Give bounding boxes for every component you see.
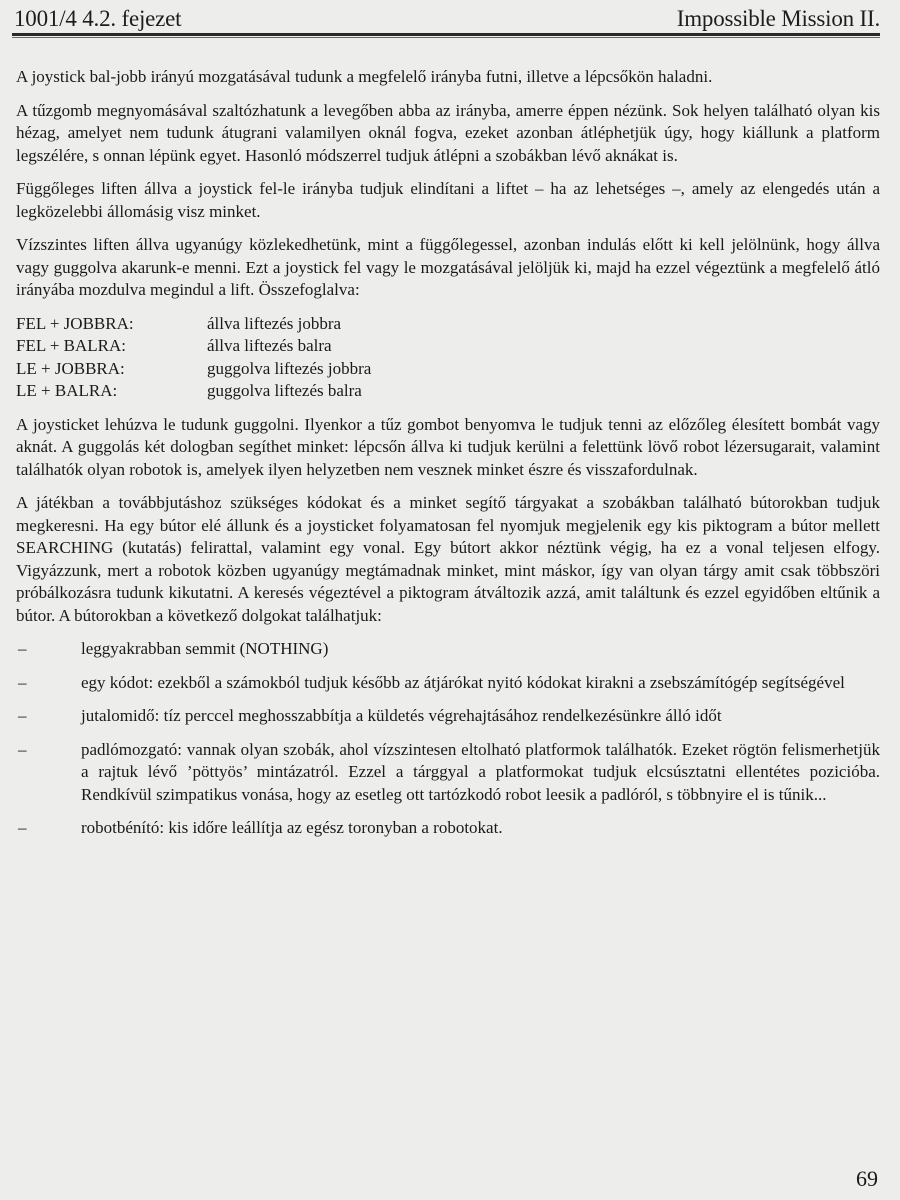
furniture-items-list	[16, 638, 880, 840]
list-item-text: robotbénító: kis időre leállítja az egész toronyban a robotokat.	[81, 818, 503, 837]
paragraph: Vízszintes liften állva ugyanúgy közlekedhetünk, mint a függőlegessel, azonban indulás előtt ki kell jelölnünk, hogy állva vagy guggolva akarunk-e menni. Ezt a joystick fel vagy le mozgatásával jelöljük ki, majd ha ezzel végeztünk a megfelelő átló irányába mozdulva megindul a lift. Összefoglalva:	[16, 235, 880, 299]
page-body	[16, 66, 880, 851]
running-header	[14, 4, 880, 32]
combination-row	[16, 335, 880, 358]
dash-bullet: –	[18, 672, 27, 692]
paragraph: A joysticket lehúzva le tudunk guggolni. Ilyenkor a tűz gombot benyomva le tudjuk tenni az előzőleg élesített bombát vagy aknát. A guggolás két dologban segíthet minket: lépcsőn állva ki tudjuk kerülni a felettünk lövő robot lézersugarait, valamint találhatók olyan robotok is, amelyek ilyen helyzetben nem vesznek minket észre és visszafordulnak.	[16, 414, 880, 479]
header-rule-thin	[12, 37, 880, 38]
combination-row	[16, 313, 880, 336]
list-item	[16, 817, 880, 840]
list-item	[16, 638, 880, 661]
header-chapter: 1001/4 4.2. fejezet	[14, 6, 182, 31]
combination-key: FEL + BALRA:	[16, 336, 127, 355]
paragraph: Függőleges liften állva a joystick fel-le irányba tudjuk elindítani a liftet – ha az lehetséges –, amely az elengedés után a legközelebbi állomásig visz minket.	[16, 179, 880, 221]
combination-key: LE + BALRA:	[16, 381, 118, 400]
dash-bullet: –	[18, 639, 27, 658]
paragraph: A tűzgomb megnyomásával szaltózhatunk a levegőben abba az irányba, amerre éppen nézünk. Sok helyen található olyan kis hézag, amelyet nem tudunk átugrani valamilyen oknál fogva, ezeket azonban átléphetjük úgy, hogy kiállunk a platform legszélére, s onnan lépünk egyet. Hasonló módszerrel tudjuk átlépni a szobákban lévő aknákat is.	[16, 100, 880, 165]
dash-bullet: –	[18, 818, 27, 837]
paragraph: A játékban a továbbjutáshoz szükséges kódokat és a minket segítő tárgyakat a szobákban található bútorokban tudjuk megkeresni. Ha egy bútor elé állunk és a joysticket folyamatosan fel nyomjuk megjelenik egy kis piktogram a bútor mellett SEARCHING (kutatás) felirattal, valamint egy vonal. Egy bútort akkor néztünk végig, ha ez a vonal teljesen elfogy. Vigyázzunk, mert a robotok közben ugyanúgy megtámadnak minket, mint máskor, így van olyan tárgy amit csak többszöri próbálkozásra tudunk kikutatni. A keresés végeztével a piktogram átváltozik azzá, amit találtunk és ezzel egyidőben eltűnik a bútor. A bútorokban a következő dolgokat találhatjuk:	[16, 493, 880, 625]
control-combinations	[16, 313, 880, 403]
list-item	[16, 739, 880, 807]
list-item	[16, 672, 880, 695]
paragraph: A joystick bal-jobb irányú mozgatásával tudunk a megfelelő irányba futni, illetve a lépcsőkön haladni.	[16, 67, 713, 86]
combination-row	[16, 380, 880, 403]
page-number: 69	[856, 1166, 878, 1191]
list-item-text: jutalomidő: tíz perccel meghosszabbítja a küldetés végrehajtásához rendelkezésünkre álló időt	[81, 706, 722, 725]
dash-bullet: –	[18, 706, 27, 725]
header-rule	[12, 33, 880, 36]
combination-key: LE + JOBBRA:	[16, 358, 125, 378]
combination-value: állva liftezés balra	[207, 336, 332, 355]
combination-value: állva liftezés jobbra	[207, 313, 342, 333]
combination-value: guggolva liftezés balra	[207, 381, 362, 400]
list-item-text: leggyakrabban semmit (NOTHING)	[81, 639, 329, 658]
list-item-text: padlómozgató: vannak olyan szobák, ahol vízszintesen eltolható platformok találhatók. Ezeket rögtön felismerhetjük a rajtuk lévő ’pöttyös’ mintázatról. Ezzel a tárggyal a platformokat tudjuk elcsúsztatni ellentétes pozicióba. Rendkívül szimpatikus vonása, hogy az esetleg ott tartózkodó robot leesik a padlóról, s többnyire el is tűnik...	[81, 739, 880, 804]
combination-value: guggolva liftezés jobbra	[207, 358, 372, 378]
header-title: Impossible Mission II.	[676, 6, 880, 31]
combination-key: FEL + JOBBRA:	[16, 313, 134, 333]
list-item-text: egy kódot: ezekből a számokból tudjuk később az átjárókat nyitó kódokat kirakni a zsebszámítógép segítségével	[81, 672, 845, 692]
dash-bullet: –	[18, 739, 27, 759]
combination-row	[16, 358, 880, 381]
list-item	[16, 705, 880, 728]
